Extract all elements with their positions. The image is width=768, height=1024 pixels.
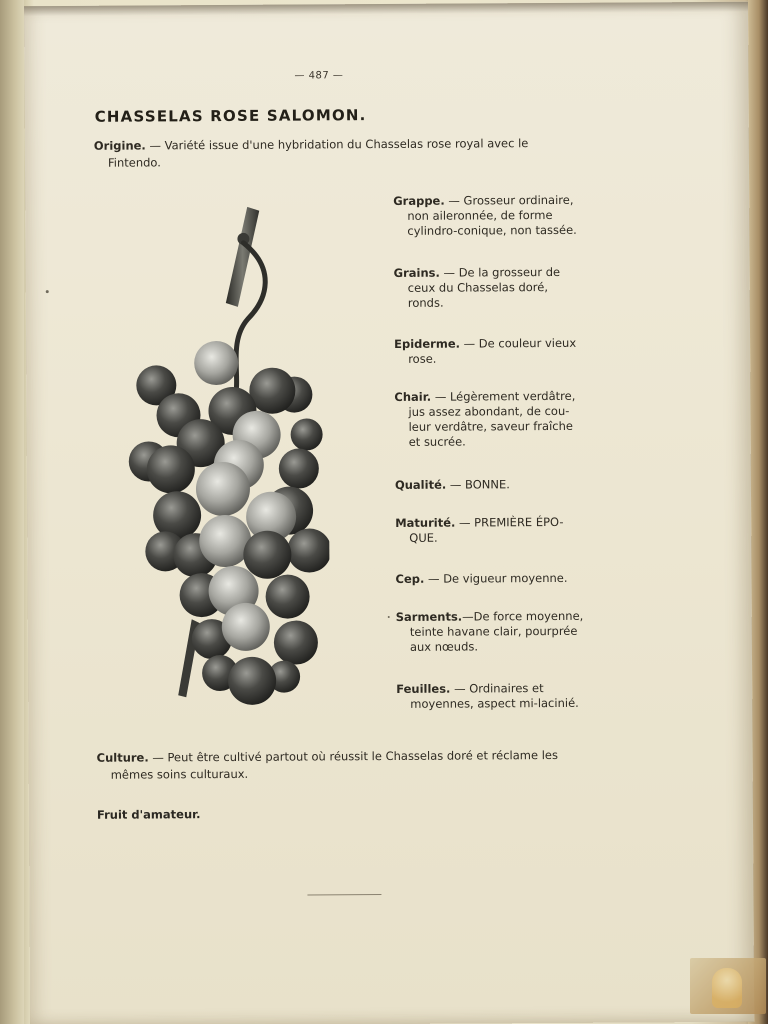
desc-line: — PREMIÈRE ÉPO- — [455, 514, 564, 530]
culture-continuation: mêmes soins culturaux. — [110, 766, 249, 782]
page-title: CHASSELAS ROSE SALOMON. — [94, 106, 367, 126]
desc-feuilles — [396, 681, 596, 712]
desc-line: leur verdâtre, saveur fraîche — [408, 418, 573, 434]
culture-paragraph — [97, 747, 599, 784]
paper-speck — [388, 616, 390, 618]
desc-line: QUE. — [409, 530, 438, 545]
culture-label: Culture. — [96, 750, 149, 765]
desc-line: non aileronnée, de forme — [407, 207, 553, 223]
desc-label: Maturité. — [395, 515, 456, 530]
desc-label: Epiderme. — [394, 336, 461, 351]
desc-line: aux nœuds. — [409, 639, 479, 654]
desc-maturite — [395, 515, 595, 546]
desc-label: Feuilles. — [396, 681, 451, 696]
culture-text: — Peut être cultivé partout où réussit le Chasselas doré et réclame les — [148, 747, 559, 765]
end-rule — [307, 894, 381, 895]
desc-line: — Légèrement verdâtre, — [431, 388, 576, 404]
desc-line: — De vigueur moyenne. — [424, 570, 568, 586]
desc-label: Grappe. — [393, 193, 445, 208]
desc-grappe — [393, 193, 593, 239]
grape-cluster-illustration — [97, 198, 330, 719]
desc-label: Chair. — [394, 389, 432, 404]
desc-label: Qualité. — [394, 477, 447, 492]
desc-grains — [394, 265, 594, 311]
desc-chair — [394, 389, 594, 450]
origine-continuation: Fintendo. — [107, 155, 161, 170]
origine-text: — Variété issue d'une hybridation du Chasselas rose royal avec le — [145, 136, 529, 153]
desc-line: moyennes, aspect mi-lacinié. — [410, 695, 579, 711]
desc-line: — Grosseur ordinaire, — [444, 192, 574, 208]
origine-label: Origine. — [93, 138, 146, 153]
berries — [128, 340, 330, 705]
page-number: — 487 — — [294, 70, 344, 82]
desc-line: — De la grosseur de — [439, 264, 561, 280]
desc-line: ceux du Chasselas doré, — [407, 280, 549, 295]
desc-line: —De force moyenne, — [462, 608, 584, 624]
desc-epiderme — [394, 336, 594, 367]
desc-line: — BONNE. — [446, 477, 510, 492]
desc-label: Cep. — [395, 571, 425, 586]
desc-line: teinte havane clair, pourprée — [409, 623, 578, 639]
desc-line: rose. — [408, 351, 437, 366]
paper-speck — [46, 290, 49, 293]
desc-line: — De couleur vieux — [459, 335, 577, 351]
desc-line: ronds. — [407, 295, 444, 310]
desc-line: et sucrée. — [408, 434, 466, 449]
desc-label: Sarments. — [395, 609, 463, 624]
desc-line: jus assez abondant, de cou- — [408, 403, 570, 419]
desc-cep — [395, 571, 595, 587]
book-page — [24, 2, 754, 1024]
book-spine — [0, 0, 24, 1024]
closing-note: Fruit d'amateur. — [96, 807, 201, 822]
thumbnail-figure — [712, 968, 742, 1008]
desc-line: — Ordinaires et — [450, 681, 544, 696]
page-top-shadow — [24, 2, 748, 16]
desc-sarments — [396, 609, 596, 655]
desc-line: cylindro-conique, non tassée. — [407, 222, 577, 238]
origine-paragraph — [94, 135, 580, 172]
desc-label: Grains. — [393, 265, 440, 280]
desc-qualite — [395, 477, 595, 493]
corner-thumbnail-image — [690, 958, 766, 1014]
